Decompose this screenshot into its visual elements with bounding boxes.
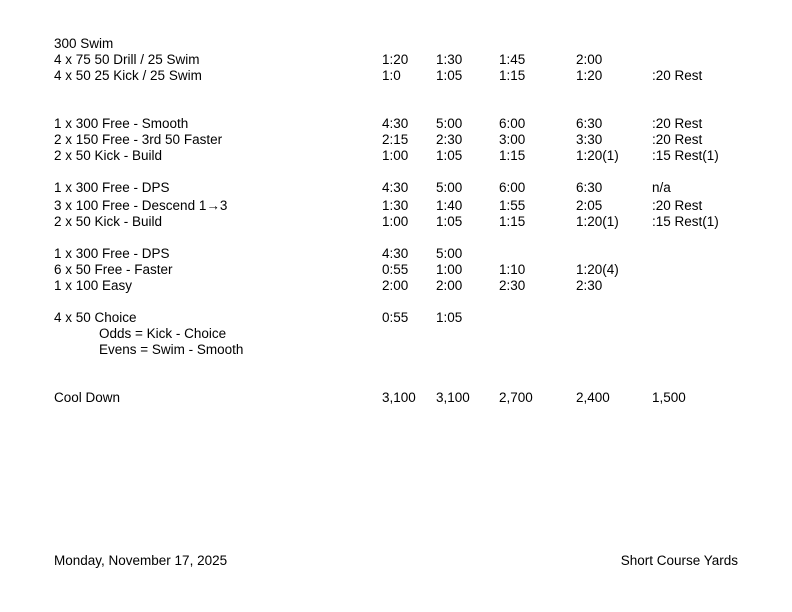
row-label: Cool Down <box>54 390 121 405</box>
total-col-4: 2,400 <box>576 390 610 405</box>
interval-col-3: 6:00 <box>499 180 526 195</box>
workout-row <box>0 132 792 148</box>
workout-row <box>0 278 792 294</box>
row-label: 1 x 300 Free - Smooth <box>54 116 189 131</box>
workout-row <box>0 116 792 132</box>
interval-col-4: 1:20(1) <box>576 214 619 229</box>
interval-col-2: 1:05 <box>436 148 463 163</box>
row-label: 2 x 50 Kick - Build <box>54 148 163 163</box>
workout-row <box>0 52 792 68</box>
interval-col-1: 1:20 <box>382 52 409 67</box>
interval-col-2: 5:00 <box>436 246 463 261</box>
row-label: 3 x 100 Free - Descend 1→3 <box>54 198 228 213</box>
rest-col: :20 Rest <box>652 132 703 147</box>
row-label: 1 x 300 Free - DPS <box>54 180 170 195</box>
interval-col-3: 1:15 <box>499 214 526 229</box>
workout-row <box>0 310 792 326</box>
interval-col-2: 1:05 <box>436 68 463 83</box>
interval-col-3: 6:00 <box>499 116 526 131</box>
interval-col-4: 2:30 <box>576 278 603 293</box>
interval-col-3: 1:45 <box>499 52 526 67</box>
interval-col-1: 0:55 <box>382 262 409 277</box>
rest-col: n/a <box>652 180 671 195</box>
interval-col-2: 5:00 <box>436 116 463 131</box>
interval-col-3: 1:15 <box>499 148 526 163</box>
interval-col-1: 2:00 <box>382 278 409 293</box>
interval-col-4: 3:30 <box>576 132 603 147</box>
interval-col-2: 2:00 <box>436 278 463 293</box>
interval-col-4: 2:00 <box>576 52 603 67</box>
workout-row <box>0 198 792 214</box>
interval-col-4: 2:05 <box>576 198 603 213</box>
workout-row <box>0 326 792 342</box>
total-col-2: 3,100 <box>436 390 470 405</box>
interval-col-1: 4:30 <box>382 116 409 131</box>
rest-col: :15 Rest(1) <box>652 214 719 229</box>
interval-col-1: 4:30 <box>382 246 409 261</box>
interval-col-4: 6:30 <box>576 116 603 131</box>
interval-col-4: 1:20 <box>576 68 603 83</box>
interval-col-2: 5:00 <box>436 180 463 195</box>
rest-col: :20 Rest <box>652 68 703 83</box>
rest-col: :20 Rest <box>652 116 703 131</box>
row-label: 4 x 50 Choice <box>54 310 137 325</box>
interval-col-4: 6:30 <box>576 180 603 195</box>
row-sub-label: Odds = Kick - Choice <box>99 326 227 341</box>
interval-col-2: 1:00 <box>436 262 463 277</box>
workout-row <box>0 342 792 358</box>
row-label: 1 x 300 Free - DPS <box>54 246 170 261</box>
row-sub-label: Evens = Swim - Smooth <box>99 342 244 357</box>
row-label: 6 x 50 Free - Faster <box>54 262 173 277</box>
interval-col-3: 1:55 <box>499 198 526 213</box>
workout-row <box>0 262 792 278</box>
workout-row <box>0 214 792 230</box>
workout-row <box>0 148 792 164</box>
interval-col-2: 1:40 <box>436 198 463 213</box>
interval-col-1: 1:30 <box>382 198 409 213</box>
total-col-5: 1,500 <box>652 390 686 405</box>
interval-col-3: 1:15 <box>499 68 526 83</box>
interval-col-4: 1:20(4) <box>576 262 619 277</box>
interval-col-2: 1:30 <box>436 52 463 67</box>
rest-col: :20 Rest <box>652 198 703 213</box>
total-row <box>0 390 792 406</box>
interval-col-3: 2:30 <box>499 278 526 293</box>
footer-date: Monday, November 17, 2025 <box>54 553 228 568</box>
interval-col-3: 3:00 <box>499 132 526 147</box>
row-label: 4 x 75 50 Drill / 25 Swim <box>54 52 200 67</box>
interval-col-2: 1:05 <box>436 214 463 229</box>
interval-col-1: 2:15 <box>382 132 409 147</box>
interval-col-2: 2:30 <box>436 132 463 147</box>
row-label: 4 x 50 25 Kick / 25 Swim <box>54 68 202 83</box>
interval-col-4: 1:20(1) <box>576 148 619 163</box>
interval-col-2: 1:05 <box>436 310 463 325</box>
interval-col-1: 1:0 <box>382 68 401 83</box>
workout-row <box>0 180 792 196</box>
total-col-1: 3,100 <box>382 390 416 405</box>
row-label: 2 x 150 Free - 3rd 50 Faster <box>54 132 223 147</box>
total-col-3: 2,700 <box>499 390 533 405</box>
row-label: 2 x 50 Kick - Build <box>54 214 163 229</box>
interval-col-1: 1:00 <box>382 214 409 229</box>
interval-col-1: 4:30 <box>382 180 409 195</box>
interval-col-1: 0:55 <box>382 310 409 325</box>
interval-col-3: 1:10 <box>499 262 526 277</box>
workout-row <box>0 68 792 84</box>
rest-col: :15 Rest(1) <box>652 148 719 163</box>
workout-row <box>0 246 792 262</box>
workout-row <box>0 36 792 52</box>
footer-course: Short Course Yards <box>620 553 738 568</box>
row-label: 1 x 100 Easy <box>54 278 133 293</box>
row-label: 300 Swim <box>54 36 114 51</box>
interval-col-1: 1:00 <box>382 148 409 163</box>
